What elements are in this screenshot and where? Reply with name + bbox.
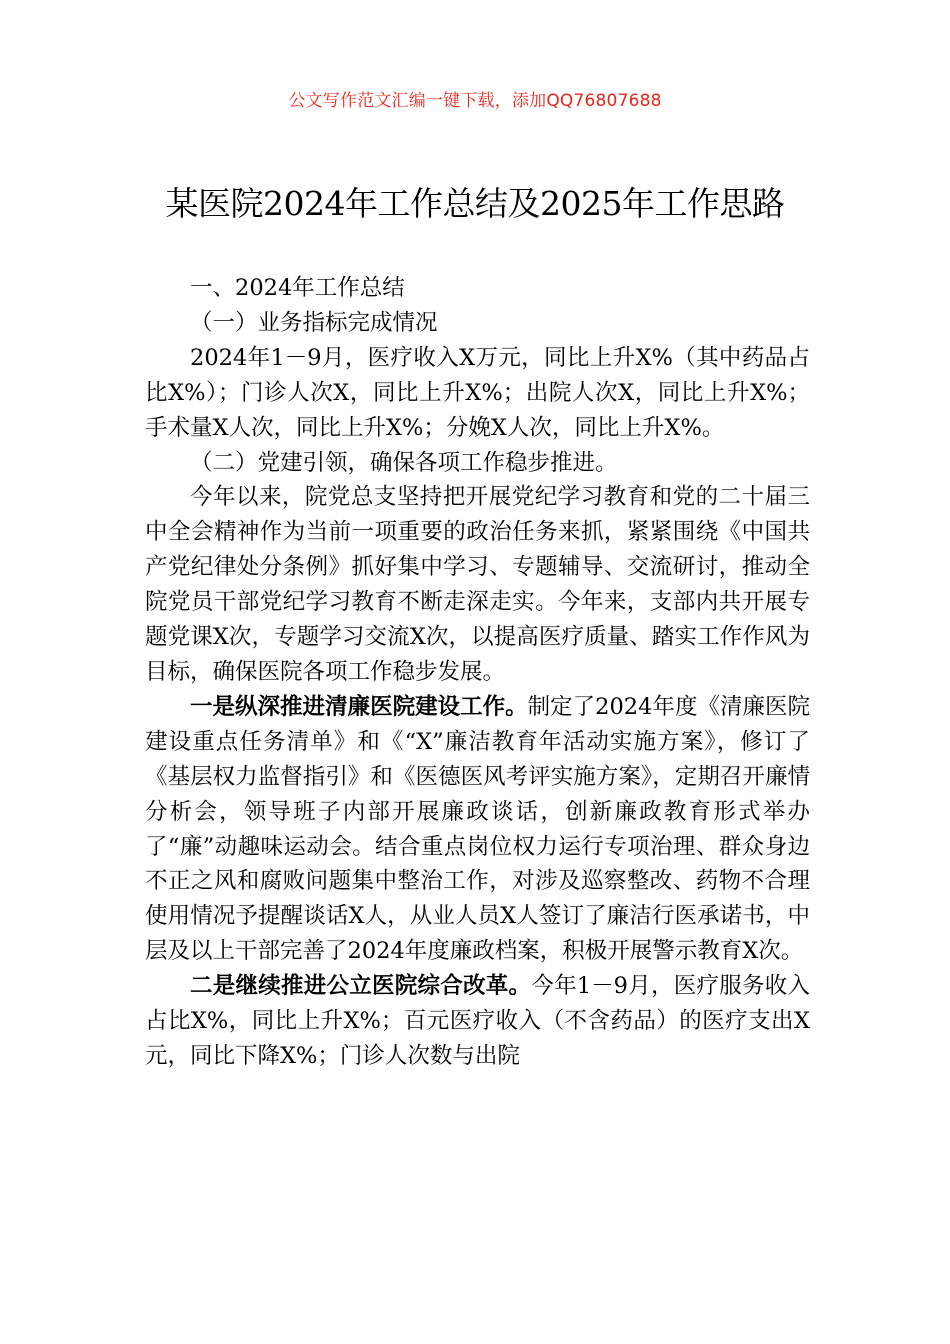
body-paragraph: [145, 690, 810, 969]
subsection-heading: [145, 306, 810, 341]
paragraph-lead: 一是纵深推进清廉医院建设工作。: [190, 693, 528, 720]
document-body: [145, 271, 810, 1074]
section-heading: [145, 271, 810, 306]
body-paragraph: [145, 341, 810, 446]
paragraph-text: 今年1－9月，医疗服务收入占比X%，同比上升X%；百元医疗收入（不含药品）的医疗支出X元，同比下降X%；门诊人次数与出院: [145, 973, 810, 1069]
body-paragraph: [145, 480, 810, 689]
subsection-heading: [145, 446, 810, 481]
paragraph-text: 制定了2024年度《清廉医院建设重点任务清单》和《“X”廉洁教育年活动实施方案》，修订了《基层权力监督指引》和《医德医风考评实施方案》，定期召开廉情分析会，领导班子内部开展廉政谈话，创新廉政教育形式举办了“廉”动趣味运动会。结合重点岗位权力运行专项治理、群众身边不正之风和腐败问题集中整治工作，对涉及巡察整改、药物不合理使用情况予提醒谈话X人，从业人员X人签订了廉洁行医承诺书，中层及以上干部完善了2024年度廉政档案，积极开展警示教育X次。: [145, 693, 810, 965]
paragraph-text: 一、2024年工作总结: [190, 275, 405, 301]
paragraph-text: 今年以来，院党总支坚持把开展党纪学习教育和党的二十届三中全会精神作为当前一项重要的政治任务来抓，紧紧围绕《中国共产党纪律处分条例》抓好集中学习、专题辅导、交流研讨，推动全院党员干部党纪学习教育不断走深走实。今年来，支部内共开展专题党课X次，专题学习交流X次，以提高医疗质量、踏实工作作风为目标，确保医院各项工作稳步发展。: [145, 484, 810, 685]
document-title: 某医院2024年工作总结及2025年工作思路: [165, 184, 785, 223]
paragraph-text: （一）业务指标完成情况: [190, 309, 438, 336]
body-paragraph: [145, 969, 810, 1074]
paragraph-lead: 二是继续推进公立医院综合改革。: [190, 973, 532, 1000]
paragraph-text: （二）党建引领，确保各项工作稳步推进。: [190, 449, 618, 476]
download-banner: 公文写作范文汇编一键下载，添加QQ76807688: [288, 91, 662, 111]
paragraph-text: 2024年1－9月，医疗收入X万元，同比上升X%（其中药品占比X%）；门诊人次X，同比上升X%；出院人次X，同比上升X%；手术量X人次，同比上升X%；分娩X人次，同比上升X%。: [145, 344, 810, 441]
